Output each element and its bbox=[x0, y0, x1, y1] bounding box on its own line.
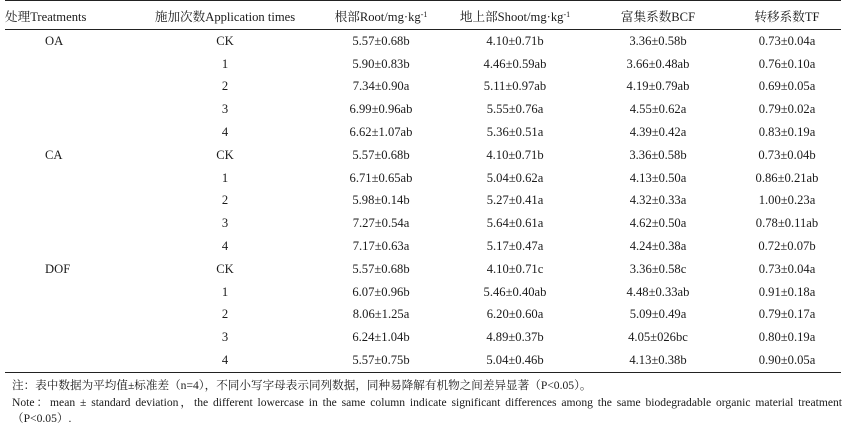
cell-tf: 1.00±0.23a bbox=[758, 193, 816, 208]
cell-treatment: CA bbox=[45, 147, 63, 162]
cell-shoot: 5.36±0.51a bbox=[486, 125, 544, 140]
cell-root: 5.57±0.75b bbox=[315, 349, 447, 372]
header-bcf: 富集系数BCF bbox=[583, 1, 733, 30]
cell-tf: 0.69±0.05a bbox=[758, 79, 816, 94]
cell-tf: 0.79±0.17a bbox=[758, 307, 816, 322]
cell-tf: 0.73±0.04a bbox=[758, 33, 816, 48]
cell-bcf: 3.36±0.58c bbox=[629, 261, 687, 276]
cell-bcf: 3.36±0.58b bbox=[629, 147, 687, 162]
cell-shoot: 5.46±0.40ab bbox=[483, 284, 547, 299]
table-row bbox=[5, 304, 841, 327]
cell-root: 6.99±0.96ab bbox=[349, 102, 413, 117]
cell-times: 2 bbox=[221, 307, 229, 322]
cell-treatment bbox=[5, 212, 135, 235]
cell-bcf: 4.48±0.33ab bbox=[626, 284, 690, 299]
cell-bcf: 4.55±0.62a bbox=[629, 102, 687, 117]
cell-shoot: 4.10±0.71b bbox=[486, 147, 544, 162]
cell-root: 5.57±0.68b bbox=[352, 147, 410, 162]
cell-treatment bbox=[5, 167, 135, 190]
cell-shoot: 5.55±0.76a bbox=[486, 102, 544, 117]
cell-bcf: 4.39±0.42a bbox=[629, 125, 687, 140]
cell-times: 4 bbox=[135, 349, 315, 372]
cell-bcf: 5.09±0.49a bbox=[629, 307, 687, 322]
cell-times: CK bbox=[216, 261, 234, 276]
cell-shoot: 5.27±0.41a bbox=[486, 193, 544, 208]
cell-bcf: 4.24±0.38a bbox=[629, 239, 687, 254]
table-header-row bbox=[5, 1, 841, 30]
cell-treatment: DOF bbox=[45, 261, 71, 276]
cell-times: 4 bbox=[221, 125, 229, 140]
cell-tf: 0.91±0.18a bbox=[758, 284, 816, 299]
cell-shoot: 4.10±0.71c bbox=[486, 261, 544, 276]
cell-root: 7.34±0.90a bbox=[352, 79, 410, 94]
cell-root: 6.24±1.04b bbox=[352, 330, 410, 345]
table-row bbox=[5, 121, 841, 144]
header-shoot-label: 地上部Shoot/mg·kg bbox=[459, 9, 564, 24]
cell-bcf: 4.19±0.79ab bbox=[626, 79, 690, 94]
cell-tf: 0.76±0.10a bbox=[758, 56, 816, 71]
cell-tf: 0.72±0.07b bbox=[758, 239, 816, 254]
cell-shoot: 5.11±0.97ab bbox=[483, 79, 547, 94]
header-root bbox=[315, 1, 447, 30]
cell-shoot: 5.04±0.62a bbox=[486, 170, 544, 185]
cell-treatment bbox=[5, 235, 135, 258]
cell-root: 5.57±0.68b bbox=[352, 261, 410, 276]
table-notes bbox=[12, 378, 842, 427]
cell-bcf: 4.32±0.33a bbox=[629, 193, 687, 208]
cell-tf: 0.79±0.02a bbox=[758, 102, 816, 117]
cell-tf: 0.80±0.19a bbox=[758, 330, 816, 345]
cell-times: CK bbox=[216, 33, 234, 48]
cell-root: 6.07±0.96b bbox=[352, 284, 410, 299]
cell-tf: 0.86±0.21ab bbox=[755, 170, 819, 185]
cell-root: 5.57±0.68b bbox=[352, 33, 410, 48]
cell-shoot: 5.17±0.47a bbox=[486, 239, 544, 254]
cell-bcf: 3.66±0.48ab bbox=[626, 56, 690, 71]
cell-shoot: 6.20±0.60a bbox=[486, 307, 544, 322]
cell-shoot: 4.10±0.71b bbox=[486, 33, 544, 48]
header-treatments: 处理Treatments bbox=[5, 1, 135, 30]
table-row bbox=[5, 349, 841, 372]
cell-bcf: 4.13±0.50a bbox=[629, 170, 687, 185]
cell-shoot: 5.64±0.61a bbox=[486, 216, 544, 231]
table-row bbox=[5, 30, 841, 53]
table-row bbox=[5, 144, 841, 167]
table-row bbox=[5, 326, 841, 349]
cell-tf: 0.73±0.04b bbox=[758, 147, 816, 162]
cell-root: 8.06±1.25a bbox=[352, 307, 410, 322]
table-row bbox=[5, 98, 841, 121]
cell-times: CK bbox=[216, 147, 234, 162]
cell-tf: 0.83±0.19a bbox=[758, 125, 816, 140]
cell-root: 5.90±0.83b bbox=[352, 56, 410, 71]
cell-times: 2 bbox=[221, 79, 229, 94]
cell-treatment bbox=[5, 349, 135, 372]
cell-root: 7.27±0.54a bbox=[352, 216, 410, 231]
header-root-label: 根部Root/mg·kg bbox=[334, 9, 421, 24]
cell-treatment bbox=[5, 304, 135, 327]
cell-bcf: 3.36±0.58b bbox=[629, 33, 687, 48]
cell-shoot: 4.46±0.59ab bbox=[483, 56, 547, 71]
note-chinese: 注：表中数据为平均值±标准差（n=4），不同小写字母表示同列数据，同种易降解有机物之间差异显著（P<0.05）。 bbox=[12, 379, 592, 392]
header-tf: 转移系数TF bbox=[733, 1, 841, 30]
cell-root: 5.98±0.14b bbox=[352, 193, 410, 208]
table-row bbox=[5, 53, 841, 76]
table-row bbox=[5, 190, 841, 213]
table-row bbox=[5, 212, 841, 235]
cell-root: 6.71±0.65ab bbox=[349, 170, 413, 185]
cell-times: 2 bbox=[221, 193, 229, 208]
data-table bbox=[5, 0, 841, 373]
cell-tf: 0.78±0.11ab bbox=[755, 216, 819, 231]
header-root-unit-sup: -1 bbox=[420, 9, 428, 19]
cell-shoot: 4.89±0.37b bbox=[486, 330, 544, 345]
cell-times: 3 bbox=[221, 330, 229, 345]
table-body bbox=[5, 30, 841, 373]
table-row bbox=[5, 167, 841, 190]
cell-treatment bbox=[5, 121, 135, 144]
header-shoot-unit-sup: -1 bbox=[563, 9, 571, 19]
note-english: Note：mean ± standard deviation，the different lowercase in the same column indicate significant differences among the same biodegradable organic material treatment（P<0.05）. bbox=[12, 396, 842, 425]
cell-times: 3 bbox=[221, 102, 229, 117]
cell-times: 1 bbox=[221, 56, 229, 71]
cell-bcf: 4.13±0.38b bbox=[583, 349, 733, 372]
cell-treatment bbox=[5, 281, 135, 304]
cell-root: 7.17±0.63a bbox=[352, 239, 410, 254]
cell-treatment bbox=[5, 76, 135, 99]
table-row bbox=[5, 258, 841, 281]
cell-shoot: 5.04±0.46b bbox=[447, 349, 583, 372]
cell-times: 4 bbox=[221, 239, 229, 254]
header-shoot bbox=[447, 1, 583, 30]
header-application-times: 施加次数Application times bbox=[135, 1, 315, 30]
cell-treatment bbox=[5, 326, 135, 349]
cell-treatment bbox=[5, 98, 135, 121]
table-row bbox=[5, 76, 841, 99]
cell-root: 6.62±1.07ab bbox=[349, 125, 413, 140]
cell-times: 3 bbox=[221, 216, 229, 231]
table-row bbox=[5, 281, 841, 304]
cell-bcf: 4.62±0.50a bbox=[629, 216, 687, 231]
cell-tf: 0.90±0.05a bbox=[733, 349, 841, 372]
cell-treatment bbox=[5, 190, 135, 213]
cell-times: 1 bbox=[221, 170, 229, 185]
cell-bcf: 4.05±026bc bbox=[628, 330, 688, 345]
cell-treatment: OA bbox=[45, 33, 64, 48]
cell-treatment bbox=[5, 53, 135, 76]
cell-times: 1 bbox=[221, 284, 229, 299]
cell-tf: 0.73±0.04a bbox=[758, 261, 816, 276]
table-row bbox=[5, 235, 841, 258]
